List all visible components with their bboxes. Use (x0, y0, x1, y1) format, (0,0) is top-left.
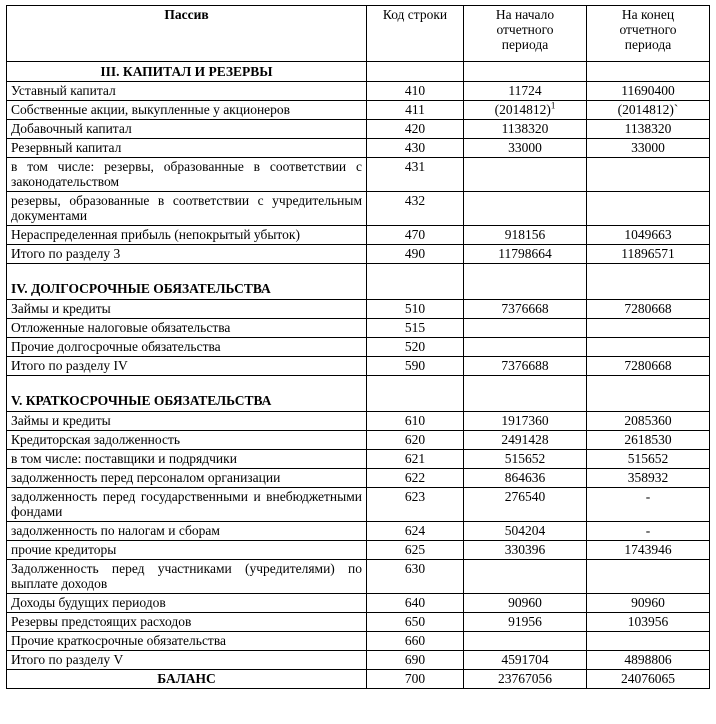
row-value-start (464, 670, 587, 689)
table-row (7, 226, 710, 245)
table-row (7, 82, 710, 101)
table-row (7, 632, 710, 651)
header-period-start-line: На начало (495, 7, 555, 22)
value-start-text: (2014812) (494, 102, 551, 117)
row-code: 410 (367, 82, 464, 101)
value-start-text: 33000 (508, 140, 542, 155)
value-start-text: 4591704 (501, 652, 549, 667)
row-value-end (587, 376, 710, 412)
header-period-end-line: периода (624, 37, 672, 52)
header-period-start-line: периода (501, 37, 549, 52)
value-start-text: 7376668 (501, 301, 549, 316)
table-row (7, 450, 710, 469)
table-header-row (7, 6, 710, 62)
row-code: 700 (367, 670, 464, 689)
row-value-end (587, 632, 710, 651)
row-code: 411 (367, 101, 464, 120)
table-row (7, 338, 710, 357)
row-name: Прочие долгосрочные обязательства (7, 338, 367, 357)
row-name: Кредиторская задолженность (7, 431, 367, 450)
row-value-start (464, 192, 587, 226)
table-row (7, 300, 710, 319)
row-value-end (587, 158, 710, 192)
table-row (7, 245, 710, 264)
row-code (367, 376, 464, 412)
row-value-start (464, 264, 587, 300)
table-row (7, 541, 710, 560)
row-value-start (464, 226, 587, 245)
row-value-start (464, 651, 587, 670)
header-line-code: Код строки (367, 6, 464, 62)
row-value-start (464, 560, 587, 594)
value-start-text: 276540 (504, 489, 546, 504)
row-name: Итого по разделу 3 (7, 245, 367, 264)
row-code: 490 (367, 245, 464, 264)
section-row (7, 376, 710, 412)
row-name: Резервы предстоящих расходов (7, 613, 367, 632)
row-code: 510 (367, 300, 464, 319)
row-value-end: 1049663 (587, 226, 710, 245)
row-value-end: 1138320 (587, 120, 710, 139)
row-value-start (464, 101, 587, 120)
header-period-start (464, 6, 587, 62)
row-name: III. КАПИТАЛ И РЕЗЕРВЫ (7, 62, 367, 82)
header-period-end (587, 6, 710, 62)
row-code: 610 (367, 412, 464, 431)
row-code: 660 (367, 632, 464, 651)
row-value-start (464, 412, 587, 431)
row-value-start (464, 319, 587, 338)
header-period-start-line: отчетного (496, 22, 554, 37)
table-row (7, 651, 710, 670)
header-period-end-line: отчетного (619, 22, 677, 37)
value-start-text: 2491428 (501, 432, 549, 447)
row-value-end: 358932 (587, 469, 710, 488)
row-name: Собственные акции, выкупленные у акционеров (7, 101, 367, 120)
row-value-start (464, 431, 587, 450)
row-code: 520 (367, 338, 464, 357)
row-name: резервы, образованные в соответствии с учредительным документами (7, 192, 367, 226)
row-code: 630 (367, 560, 464, 594)
table-row (7, 120, 710, 139)
row-value-end: - (587, 488, 710, 522)
row-code: 624 (367, 522, 464, 541)
table-row (7, 560, 710, 594)
row-name: Задолженность перед участниками (учредителями) по выплате доходов (7, 560, 367, 594)
row-value-end: 24076065 (587, 670, 710, 689)
row-value-end: 103956 (587, 613, 710, 632)
row-value-start (464, 245, 587, 264)
value-start-text: 91956 (508, 614, 542, 629)
row-value-start (464, 541, 587, 560)
row-code: 622 (367, 469, 464, 488)
row-value-end: 4898806 (587, 651, 710, 670)
row-code (367, 264, 464, 300)
row-code (367, 62, 464, 82)
row-value-start (464, 139, 587, 158)
row-name: Нераспределенная прибыль (непокрытый убыток) (7, 226, 367, 245)
value-start-text: 515652 (504, 451, 546, 466)
row-value-start (464, 488, 587, 522)
row-code: 470 (367, 226, 464, 245)
total-row (7, 670, 710, 689)
row-value-start (464, 594, 587, 613)
row-value-start (464, 338, 587, 357)
row-value-end: 1743946 (587, 541, 710, 560)
row-code: 430 (367, 139, 464, 158)
row-value-start (464, 376, 587, 412)
row-value-start (464, 632, 587, 651)
header-period-end-line: На конец (621, 7, 675, 22)
table-row (7, 522, 710, 541)
row-value-end: 33000 (587, 139, 710, 158)
row-name: в том числе: резервы, образованные в соответствии с законодательством (7, 158, 367, 192)
value-start-text: 864636 (504, 470, 546, 485)
row-value-start (464, 120, 587, 139)
row-name: в том числе: поставщики и подрядчики (7, 450, 367, 469)
row-name: Займы и кредиты (7, 300, 367, 319)
value-start-text: 11724 (508, 83, 542, 98)
value-start-text: 90960 (508, 595, 542, 610)
row-value-end: 11690400 (587, 82, 710, 101)
value-start-text: 23767056 (498, 671, 552, 686)
row-name: Прочие краткосрочные обязательства (7, 632, 367, 651)
row-value-end (587, 338, 710, 357)
row-code: 621 (367, 450, 464, 469)
row-value-start (464, 357, 587, 376)
row-value-end: 7280668 (587, 300, 710, 319)
row-value-start (464, 62, 587, 82)
row-value-end: 2618530 (587, 431, 710, 450)
row-name: БАЛАНС (7, 670, 367, 689)
row-name: V. КРАТКОСРОЧНЫЕ ОБЯЗАТЕЛЬСТВА (7, 376, 367, 412)
row-name: Отложенные налоговые обязательства (7, 319, 367, 338)
value-start-text: 1917360 (501, 413, 549, 428)
section-row (7, 264, 710, 300)
row-value-end: (2014812)` (587, 101, 710, 120)
row-code: 623 (367, 488, 464, 522)
row-code: 432 (367, 192, 464, 226)
row-code: 650 (367, 613, 464, 632)
row-code: 590 (367, 357, 464, 376)
row-code: 431 (367, 158, 464, 192)
row-value-end (587, 192, 710, 226)
row-value-start (464, 300, 587, 319)
row-name: задолженность по налогам и сборам (7, 522, 367, 541)
row-name: Добавочный капитал (7, 120, 367, 139)
value-start-text: 11798664 (498, 246, 552, 261)
row-value-start (464, 613, 587, 632)
row-value-end (587, 62, 710, 82)
row-name: Итого по разделу IV (7, 357, 367, 376)
row-value-end (587, 264, 710, 300)
row-value-start (464, 522, 587, 541)
row-value-end: 90960 (587, 594, 710, 613)
value-start-text: 330396 (504, 542, 546, 557)
table-row (7, 158, 710, 192)
row-name: прочие кредиторы (7, 541, 367, 560)
row-value-end (587, 560, 710, 594)
row-code: 640 (367, 594, 464, 613)
table-row (7, 192, 710, 226)
row-name: IV. ДОЛГОСРОЧНЫЕ ОБЯЗАТЕЛЬСТВА (7, 264, 367, 300)
row-name: Займы и кредиты (7, 412, 367, 431)
value-start-text: 504204 (504, 523, 546, 538)
row-value-start (464, 469, 587, 488)
row-value-end: 2085360 (587, 412, 710, 431)
row-name: Доходы будущих периодов (7, 594, 367, 613)
table-row (7, 101, 710, 120)
table-row (7, 488, 710, 522)
value-start-text: 7376688 (501, 358, 549, 373)
row-code: 420 (367, 120, 464, 139)
row-value-end (587, 319, 710, 338)
table-row (7, 594, 710, 613)
row-name: Резервный капитал (7, 139, 367, 158)
row-name: Итого по разделу V (7, 651, 367, 670)
row-value-start (464, 158, 587, 192)
row-value-end: - (587, 522, 710, 541)
row-value-end: 11896571 (587, 245, 710, 264)
row-name: Уставный капитал (7, 82, 367, 101)
table-body (7, 62, 710, 689)
table-row (7, 139, 710, 158)
table-row (7, 319, 710, 338)
footnote-marker: 1 (550, 100, 556, 111)
row-name: задолженность перед персоналом организации (7, 469, 367, 488)
row-code: 690 (367, 651, 464, 670)
table-row (7, 357, 710, 376)
row-code: 625 (367, 541, 464, 560)
table-row (7, 469, 710, 488)
value-start-text: 1138320 (501, 121, 549, 136)
row-code: 620 (367, 431, 464, 450)
balance-liabilities-table (6, 5, 710, 689)
row-name: задолженность перед государственными и внебюджетными фондами (7, 488, 367, 522)
row-value-end: 515652 (587, 450, 710, 469)
value-start-text: 918156 (504, 227, 546, 242)
row-value-end: 7280668 (587, 357, 710, 376)
row-code: 515 (367, 319, 464, 338)
table-row (7, 613, 710, 632)
header-passiv: Пассив (7, 6, 367, 62)
row-value-start (464, 82, 587, 101)
table-row (7, 431, 710, 450)
section-row (7, 62, 710, 82)
row-value-start (464, 450, 587, 469)
table-row (7, 412, 710, 431)
